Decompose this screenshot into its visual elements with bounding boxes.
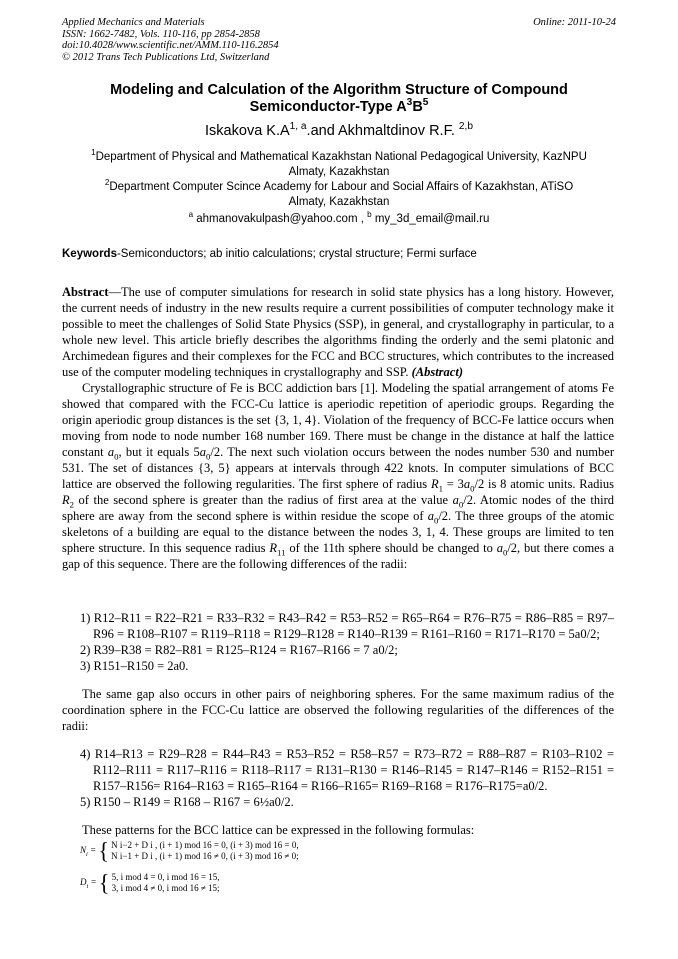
radii-differences-list-1: [80, 610, 614, 674]
affiliation-1: $^1$Department of Physical and Mathematical Kazakhstan National Pedagogical University, KazNPU Almaty, Kazakhstan: [91, 148, 587, 178]
doi-line: doi:10.4028/www.scientific.net/AMM.110-116.2854: [62, 40, 279, 51]
paragraph-3: These patterns for the BCC lattice can be expressed in the following formulas:: [82, 823, 475, 837]
paper-title: [40, 82, 638, 116]
issn-line: ISSN: 1662-7482, Vols. 110-116, pp 2854-2858: [62, 28, 260, 40]
radii-differences-list-2: [80, 746, 614, 810]
online-date: Online: 2011-10-24: [533, 17, 616, 28]
authors: Iskakova $K.A^{1, a}.and$ Akhmaltdinov R.F. $^{2,b}$: [205, 121, 473, 139]
list-item: 1) R12–R11 = R22–R21 = R33–R32 = R43–R42 = R53–R52 = R65–R64 = R76–R75 = R86–R85 = R97–R96 = R108–R107 = R119–R118 = R129–R128 = R140–R139 = R161–R160 = R171–R170 = 5a0/2;: [80, 611, 614, 641]
list-item: 4) R14–R13 = R29–R28 = R44–R43 = R53–R52 = R58–R57 = R73–R72 = R88–R87 = R103–R102 = R112–R111 = R117–R116 = R118–R117 = R131–R130 = R146–R145 = R147–R146 = R152–R151 = R157–R156= R164–R163 = R165–R164 = R166–R165= R169–R168 = R176–R175=a0/2.: [80, 747, 614, 793]
journal-header: [62, 17, 279, 63]
title-line-2: Semiconductor-Type $A^3B^5$: [249, 97, 429, 115]
keywords: Keywords-Semiconductors; ab initio calculations; crystal structure; Fermi surface: [62, 248, 477, 260]
affiliation-2: $^2$Department Computer Scince Academy for Labour and Social Affairs of Kazakhstan, ATiSO Almaty, Kazakhstan: [104, 178, 574, 208]
formula-n: $N_i$ = { N i−2 + D i , (i + 1) mod 16 = 0, (i + 3) mod 16 = 0, N i−1 + D i , (i + 1) mod 16 ≠ 0, (i + 3) mod 16 ≠ 0;: [80, 836, 299, 864]
title-line-1: Modeling and Calculation of the Algorithm Structure of Compound: [110, 82, 568, 98]
list-item: 3) R151–R150 = 2a0.: [80, 659, 189, 673]
list-item: 5) R150 – R149 = R168 – R167 = 6½a0/2.: [80, 795, 294, 809]
list-item: 2) R39–R38 = R82–R81 = R125–R124 = R167–R166 = 7 a0/2;: [80, 643, 398, 657]
email-a[interactable]: ahmanovakulpash@yahoo.com ,: [196, 213, 364, 225]
paragraph-1: Crystallographic structure of Fe is BCC addiction bars [1]. Modeling the spatial arrangement of atoms Fe showed that compared with the FCC-Cu lattice is aperiodic repetition of aperiodic groups. Regarding the origin aperiodic group distances is the set {3, 1, 4}. Violation of the frequency of BCC-Fe lattice occurs when moving from node to node number 168 number 169. There must be change in the distance at half the lattice constant $a_0$, but it equals $5a_0/2$. The next such violation occurs between the nodes number 530 and number 531. The set of distances {3, 5} appears at intervals through 422 knots. In computer simulations of BCC lattice are observed the following regularities. The first sphere of radius $R_1 = 3a_0/2$ is 8 atomic units. Radius $R_2$ of the second sphere is greater than the radius of first area at the value $a_0/2$. Atomic nodes of the third sphere are away from the second sphere is within residue the scope of $a_0/2$. The three groups of the atomic skeletons of a building are equal to the distance between the nodes 3, 1, 4. These groups are limited to ten sphere structure. In this sequence radius $R_{11}$ of the 11th sphere should be changed to $a_0/2$, but there comes a gap of this sequence. There are the following differences of the radii:: [62, 381, 615, 571]
paragraph-2: The same gap also occurs in other pairs of neighboring spheres. For the same maximum radius of the coordination sphere in the FCC-Cu lattice are observed the following regularities of the differences of the radii:: [62, 687, 614, 733]
journal-name: Applied Mechanics and Materials: [62, 17, 205, 28]
author-emails: $^a$ ahmanovakulpash@yahoo.com , $^b$ my_3d_email@mail.ru: [188, 210, 490, 225]
email-b[interactable]: my_3d_email@mail.ru: [374, 213, 490, 225]
abstract: Abstract—The use of computer simulations for research in solid state physics has a long history. However, the current needs of industry in the new results require a current possibilities of computer technology make it possible to meet the challenges of Solid State Physics (SSP), in general, and crystallography in particular, to a whole new level. This article briefly describes the algorithms finding the orderly and the semi platonic and Archimedean figures and their complexes for the FCC and BCC structures, which contributes to the increased use of the computer modeling techniques in crystallography and SSP. (Abstract) Crystallographic structure of Fe is BCC addiction bars [1]. Modeling the spatial arrangement of atoms Fe showed that compared with the FCC-Cu lattice is aperiodic repetition of aperiodic groups. Regarding the origin aperiodic group distances is the set {3, 1, 4}. Violation of the frequency of BCC-Fe lattice occurs when moving from node to node number 168 number 169. There must be change in the distance at half the lattice constant $a_0$, but it equals $5a_0/2$. The next such violation occurs between the nodes number 530 and number 531. The set of distances {3, 5} appears at intervals through 422 knots. In computer simulations of BCC lattice are observed the following regularities. The first sphere of radius $R_1 = 3a_0/2$ is 8 atomic units. Radius $R_2$ of the second sphere is greater than the radius of first area at the value $a_0/2$. Atomic nodes of the third sphere are away from the second sphere is within residue the scope of $a_0/2$. The three groups of the atomic skeletons of a building are equal to the distance between the nodes 3, 1, 4. These groups are limited to ten sphere structure. In this sequence radius $R_{11}$ of the 11th sphere should be changed to $a_0/2$, but there comes a gap of this sequence. There are the following differences of the radii:: [62, 285, 615, 571]
formula-d: $D_i$ = { 5, i mod 4 = 0, i mod 16 = 15, 3, i mod 4 ≠ 0, i mod 16 ≠ 15;: [80, 868, 220, 896]
copyright-line: © 2012 Trans Tech Publications Ltd, Switzerland: [62, 51, 270, 63]
